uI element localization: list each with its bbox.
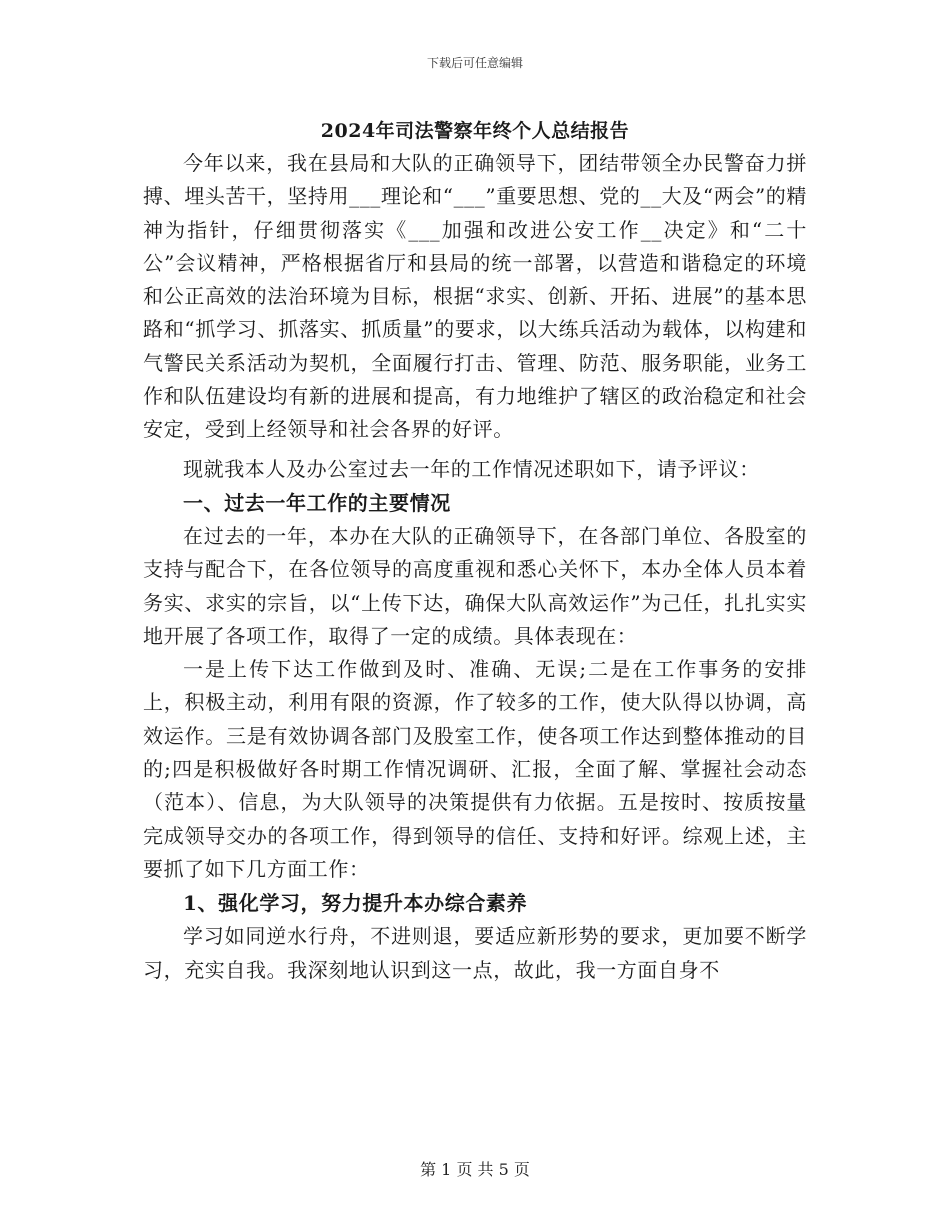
section-heading-main-work: 一、过去一年工作的主要情况: [183, 490, 451, 515]
paragraph-report-intro: 现就我本人及办公室过去一年的工作情况述职如下，请予评议：: [183, 456, 760, 481]
subsection-heading-study: 1、强化学习，努力提升本办综合素养: [183, 891, 528, 916]
paragraph-past-year: 在过去的一年，本办在大队的正确领导下，在各部门单位、各股室的支持与配合下，在各位领导的高度重视和悉心关怀下，本办全体人员本着务实、求实的宗旨，以“上传下达，确保大队高效运作”为己任，扎扎实实地开展了各项工作，取得了一定的成绩。具体表现在：: [143, 523, 807, 648]
page-number: 第 1 页 共 5 页: [420, 1160, 530, 1179]
paragraph-achievements: 一是上传下达工作做到及时、准确、无误;二是在工作事务的安排上，积极主动，利用有限的资源，作了较多的工作，使大队得以协调，高效运作。三是有效协调各部门及股室工作，使各项工作达到整体推动的目的;四是积极做好各时期工作情况调研、汇报，全面了解、掌握社会动态（范本）、信息，为大队领导的决策提供有力依据。五是按时、按质按量完成领导交办的各项工作，得到领导的信任、支持和好评。综观上述，主要抓了如下几方面工作：: [143, 657, 807, 881]
document-title: 2024年司法警察年终个人总结报告: [320, 120, 630, 142]
paragraph-intro: 今年以来，我在县局和大队的正确领导下，团结带领全办民警奋力拼搏、埋头苦干，坚持用___理论和“___”重要思想、党的__大及“两会”的精神为指针，仔细贯彻落实《___加强和改进公安工作__决定》和“二十公”会议精神，严格根据省厅和县局的统一部署，以营造和谐稳定的环境和公正高效的法治环境为目标，根据“求实、创新、开拓、进展”的基本思路和“抓学习、抓落实、抓质量”的要求，以大练兵活动为载体，以构建和气警民关系活动为契机，全面履行打击、管理、防范、服务职能，业务工作和队伍建设均有新的进展和提高，有力地维护了辖区的政治稳定和社会安定，受到上经领导和社会各界的好评。: [143, 151, 807, 442]
header-note: 下载后可任意编辑: [426, 56, 523, 70]
paragraph-study: 学习如同逆水行舟，不进则退，要适应新形势的要求，更加要不断学习，充实自我。我深刻地认识到这一点，故此，我一方面自身不: [143, 924, 807, 982]
document-body: [143, 147, 807, 987]
